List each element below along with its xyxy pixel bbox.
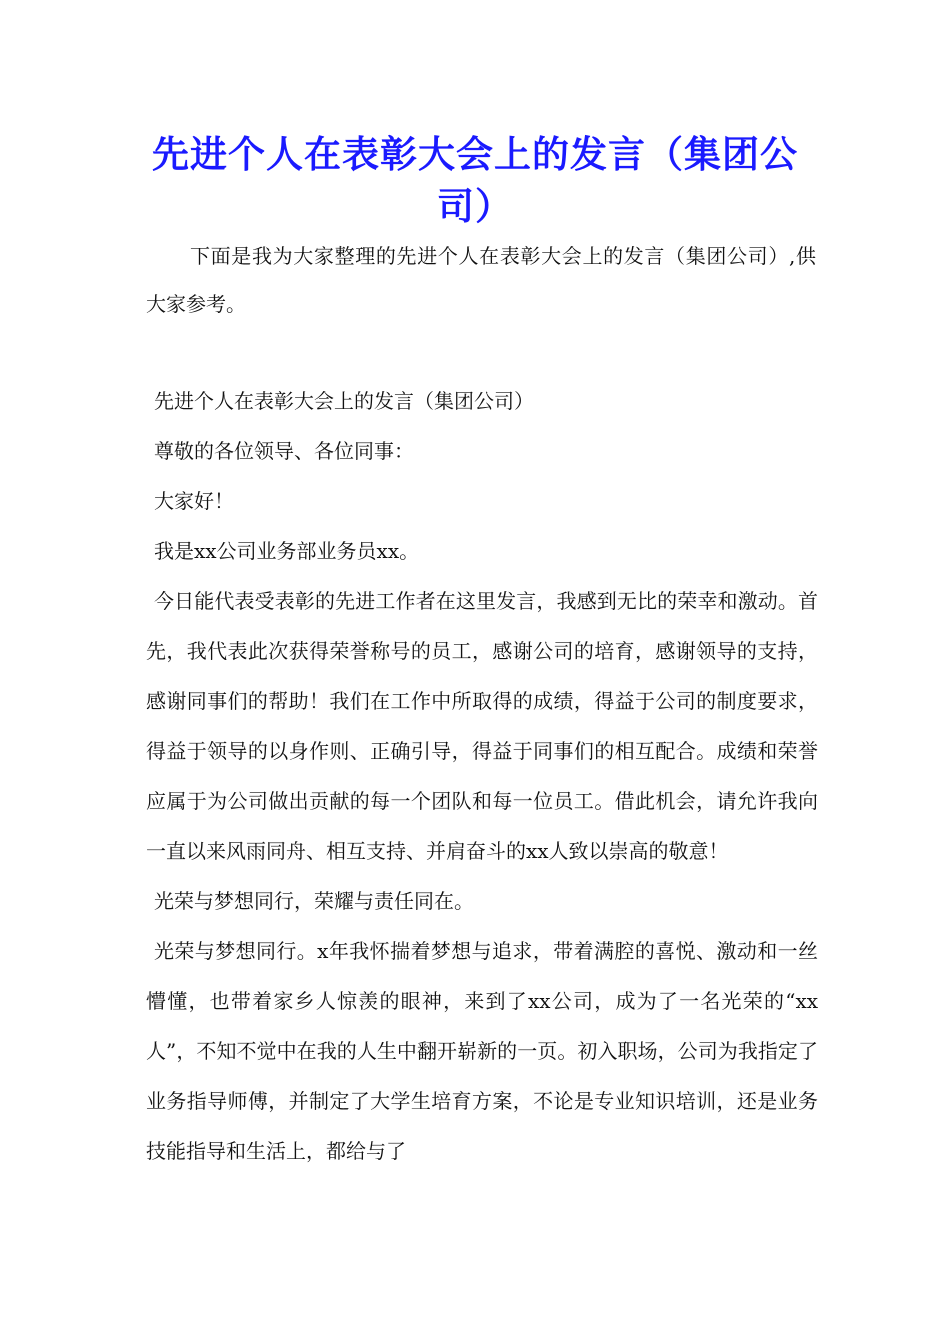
section-heading: 光荣与梦想同行，荣耀与责任同在。 xyxy=(154,889,474,913)
self-introduction: 我是xx公司业务部业务员xx。 xyxy=(154,539,420,563)
greeting: 大家好！ xyxy=(154,489,234,513)
body-paragraph-dream: 光荣与梦想同行。x年我怀揣着梦想与追求，带着满腔的喜悦、激动和一丝懵懂，也带着家乡人惊羡的眼神，来到了xx公司，成为了一名光荣的“xx人”，不知不觉中在我的人生中翻开崭新的一页。初入职场，公司为我指定了业务指导师傅，并制定了大学生培育方案，不论是专业知识培训，还是业务技能指导和生活上，都给与了 xyxy=(146,939,818,1163)
body-paragraph-thanks: 今日能代表受表彰的先进工作者在这里发言，我感到无比的荣幸和激动。首先，我代表此次获得荣誉称号的员工，感谢公司的培育，感谢领导的支持，感谢同事们的帮助！我们在工作中所取得的成绩，得益于公司的制度要求，得益于领导的以身作则、正确引导，得益于同事们的相互配合。成绩和荣誉应属于为公司做出贡献的每一个团队和每一位员工。借此机会，请允许我向一直以来风雨同舟、相互支持、并肩奋斗的xx人致以崇高的敬意！ xyxy=(146,589,818,863)
speech-heading: 先进个人在表彰大会上的发言（集团公司） xyxy=(154,389,534,413)
intro-paragraph: 下面是我为大家整理的先进个人在表彰大会上的发言（集团公司）,供大家参考。 xyxy=(146,244,816,316)
salutation: 尊敬的各位领导、各位同事： xyxy=(154,439,414,463)
document-body xyxy=(146,376,818,1176)
document-title: 先进个人在表彰大会上的发言（集团公司） xyxy=(152,132,798,228)
